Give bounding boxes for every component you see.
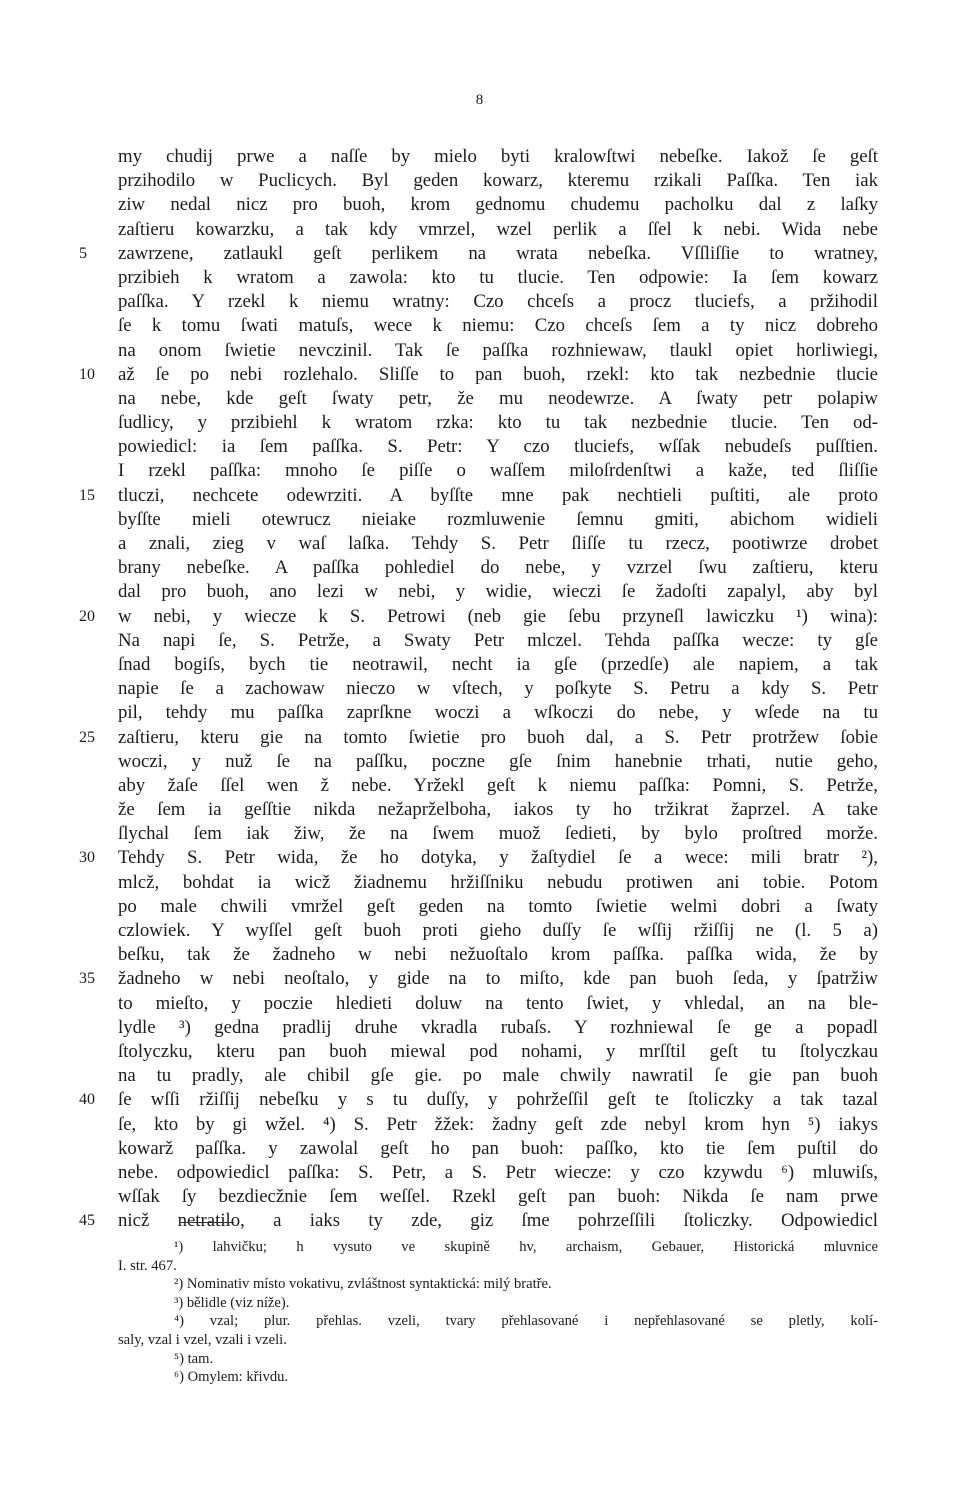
text-line	[118, 871, 878, 895]
line-text: wſſak ſy bezdiecžnie ſem weſſel. Rzekl geſt pan buoh: Nikda ſe nam prwe	[118, 1186, 878, 1208]
text-line	[118, 774, 878, 798]
line-text: ſudlicy, y przibiehl k wratom rzka: kto tu tak nezbednie tlucie. Ten od-	[118, 412, 878, 434]
text-line	[118, 218, 878, 242]
text-line	[118, 919, 878, 943]
line-text: dal pro buoh, ano lezi w nebi, y widie, wieczi ſe žadoſti zapalyl, aby byl	[118, 581, 878, 603]
text-line	[118, 411, 878, 435]
line-text: zaſtieru kowarzku, a tak kdy vmrzel, wzel perlik a ſſel k nebi. Wida nebe	[118, 218, 878, 240]
line-text: Tehdy S. Petr wida, že ho dotyka, y žaſtydiel ſe a wece: mili bratr ²),	[118, 847, 878, 869]
line-number: 15	[79, 486, 95, 504]
line-text: woczi, y nuž ſe na paſſku, poczne gſe ſnim hanebnie trhati, nutie geho,	[118, 750, 878, 772]
footnote-1-continuation: I. str. 467.	[118, 1257, 177, 1274]
line-text: to mieſto, y poczie hledieti doluw na tento ſwiet, y vhledal, an na ble-	[118, 992, 878, 1014]
text-line	[118, 1040, 878, 1064]
line-text: na onom ſwietie nevczinil. Tak ſe paſſka rozhniewaw, tlaukl opiet horliwiegi,	[118, 339, 878, 361]
line-text: przihodilo w Puclicych. Byl geden kowarz, kteremu rzikali Paſſka. Ten iak	[118, 170, 878, 192]
line-number: 25	[79, 728, 95, 746]
text-line	[118, 580, 878, 604]
line-text: ſlychal ſem iak žiw, že na ſwem muož ſedieti, by bylo proſtred morže.	[118, 823, 878, 845]
text-line	[118, 629, 878, 653]
line-text: powiedicl: ia ſem paſſka. S. Petr: Y czo tluciefs, wſſak nebudeſs puſſtien.	[118, 436, 878, 458]
text-line	[118, 895, 878, 919]
line-text: ziw nedal nicz pro buoh, krom gednomu chudemu pacholku dal z laſky	[118, 194, 878, 216]
line-number: 5	[79, 244, 87, 262]
footnote-1: ¹) lahvičku; h vysuto ve skupině hv, archaism, Gebauer, Historická mluvnice	[174, 1239, 878, 1255]
text-line	[118, 266, 878, 290]
line-number: 30	[79, 849, 95, 867]
text-line	[118, 992, 878, 1016]
line-number: 10	[79, 365, 95, 383]
footnote-separator	[181, 1222, 234, 1223]
line-text: przibieh k wratom a zawola: kto tu tlucie. Ten odpowie: Ia ſem kowarz	[118, 266, 878, 288]
line-text: aby žaſe ſſel wen ž nebe. Yržekl geſt k niemu paſſka: Pomni, S. Petrže,	[118, 774, 878, 796]
text-line	[118, 822, 878, 846]
line-text: Na napi ſe, S. Petrže, a Swaty Petr mlczel. Tehda paſſka wecze: ty gſe	[118, 629, 878, 651]
footnote-6: ⁶) Omylem: křivdu.	[174, 1369, 289, 1386]
line-text: zawrzene, zatlaukl geſt perlikem na wrata nebeſka. Vſſliſſie to wratney,	[118, 242, 878, 264]
text-line	[118, 387, 878, 411]
line-text: kowarž paſſka. y zawolal geſt ho pan buoh: paſſko, kto tie ſem puſtil do	[118, 1137, 878, 1159]
line-text: brany nebeſke. A paſſka pohlediel do nebe, y vzrzel ſwu zaſtieru, kteru	[118, 557, 878, 579]
text-line	[118, 532, 878, 556]
footnote-5: ⁵) tam.	[174, 1350, 214, 1367]
body-text	[79, 145, 878, 1233]
text-line	[118, 943, 878, 967]
line-number: 40	[79, 1091, 95, 1109]
text-line	[118, 1113, 878, 1137]
line-text: I rzekl paſſka: mnoho ſe piſſe o waſſem miloſrdenſtwi a kaže, ted ſliſſie	[118, 460, 878, 482]
text-line	[79, 605, 878, 629]
footnote-3: ³) bělidle (viz níže).	[174, 1294, 290, 1311]
line-number: 45	[79, 1212, 95, 1230]
line-text: paſſka. Y rzekl k niemu wratny: Czo chceſs a procz tluciefs, a pržihodil	[118, 291, 878, 313]
line-text: a znali, zieg v waſ laſka. Tehdy S. Petr ſliſſe tu rzecz, pootiwrze drobet	[118, 533, 878, 554]
text-line	[79, 967, 878, 991]
footnote-4-continuation: saly, vzal i vzel, vzali i vzeli.	[118, 1331, 287, 1348]
text-line	[118, 508, 878, 532]
line-text: na nebe, kde geſt ſwaty petr, že mu neodewrze. A ſwaty petr polapiw	[118, 387, 878, 409]
text-line	[118, 1064, 878, 1088]
line-text: czlowiek. Y wyſſel geſt buoh proti gieho duſſy ſe wſſij ržiſſij ne (l. 5 a)	[118, 920, 878, 941]
page-number: 8	[475, 92, 485, 108]
text-line	[118, 339, 878, 363]
text-line	[118, 750, 878, 774]
line-text: w nebi, y wiecze k S. Petrowi (neb gie ſebu przyneſl lawiczku ¹) wina):	[118, 605, 878, 627]
text-line	[118, 1016, 878, 1040]
text-line	[118, 145, 878, 169]
text-line	[118, 701, 878, 725]
text-line	[118, 435, 878, 459]
text-line	[118, 290, 878, 314]
line-text: žadneho w nebi neoſtalo, y gide na to miſto, kde pan buoh ſeda, y ſpatržiw	[118, 968, 878, 990]
text-line	[118, 459, 878, 483]
text-line	[79, 1088, 878, 1112]
line-number: 20	[79, 607, 95, 625]
footnotes	[118, 1238, 878, 1387]
line-number: 35	[79, 970, 95, 988]
line-text: ſnad bogiſs, bych tie neotrawil, necht ia gſe (przedſe) ale napiem, a tak	[118, 653, 878, 675]
text-line	[79, 846, 878, 870]
text-line	[118, 677, 878, 701]
text-line	[79, 484, 878, 508]
text-line	[79, 242, 878, 266]
line-text: nebe. odpowiedicl paſſka: S. Petr, a S. Petr wiecze: y czo kzywdu ⁶) mluwiſs,	[118, 1161, 878, 1183]
text-line	[79, 726, 878, 750]
text-line	[118, 798, 878, 822]
line-text: ſe k tomu ſwati matuſs, wece k niemu: Czo chceſs ſem a ty nicz dobreho	[118, 315, 878, 337]
line-text: my chudij prwe a naſſe by mielo byti kralowſtwi nebeſke. Iakož ſe geſt	[118, 146, 878, 167]
line-text: až ſe po nebi rozlehalo. Sliſſe to pan buoh, rzekl: kto tak nezbednie tlucie	[118, 363, 878, 385]
text-line	[118, 1185, 878, 1209]
line-text: ſtolyczku, kteru pan buoh miewal pod nohami, y mrſſtil geſt tu ſtolyczkau	[118, 1040, 878, 1062]
text-line	[79, 363, 878, 387]
line-text: na tu pradly, ale chibil gſe gie. po male chwily nawratil ſe gie pan buoh	[118, 1065, 878, 1087]
text-line	[118, 1137, 878, 1161]
line-text: ſe, kto by gi wžel. ⁴) S. Petr žžek: žadny geſt zde nebyl krom hyn ⁵) iakys	[118, 1113, 878, 1135]
text-line	[118, 1161, 878, 1185]
line-text: lydle ³) gedna pradlij druhe vkradla rubaſs. Y rozhniewal ſe ge a popadl	[118, 1016, 878, 1038]
line-text: byſſte mieli otewrucz nieiake rozmluwenie ſemnu gmiti, abichom widieli	[118, 508, 878, 530]
line-text: napie ſe a zachowaw nieczo w vſtech, y poſkyte S. Petru a kdy S. Petr	[118, 678, 878, 700]
line-text: ſe wſſi ržiſſij nebeſku y s tu duſſy, y pohržeſſil geſt te ſtoliczky a tak tazal	[118, 1089, 878, 1111]
text-line	[118, 653, 878, 677]
text-line	[118, 169, 878, 193]
line-text: nicž netratilo, a iaks ty zde, giz ſme pohrzeſſili ſtoliczky. Odpowiedicl	[118, 1210, 878, 1232]
text-line	[118, 314, 878, 338]
line-text: zaſtieru, kteru gie na tomto ſwietie pro buoh dal, a S. Petr protržew ſobie	[118, 726, 878, 748]
footnote-4: ⁴) vzal; plur. přehlas. vzeli, tvary přehlasované i nepřehlasované se pletly, kolí-	[174, 1313, 878, 1330]
footnote-2: ²) Nominativ místo vokativu, zvláštnost syntaktická: milý bratře.	[174, 1276, 552, 1293]
line-text: pil, tehdy mu paſſka zaprſkne woczi a wſkoczi do nebe, y wſede na tu	[118, 702, 878, 724]
text-line	[118, 193, 878, 217]
line-text: mlcž, bohdat ia wicž žiadnemu hržiſſniku nebudu protiwen ani tobie. Potom	[118, 871, 878, 893]
line-text: beſku, tak že žadneho w nebi nežuoſtalo krom paſſka. paſſka wida, že by	[118, 944, 878, 966]
line-text: po male chwili vmržel geſt geden na tomto ſwietie welmi dobri a ſwaty	[118, 895, 878, 917]
text-line	[118, 556, 878, 580]
line-text: že ſem ia geſſtie nikda nežaprželboha, iakos ty ho tržikrat žaprzel. A take	[118, 799, 878, 821]
line-text: tluczi, nechcete odewrziti. A byſſte mne pak nechtieli puſtiti, ale proto	[118, 484, 878, 506]
